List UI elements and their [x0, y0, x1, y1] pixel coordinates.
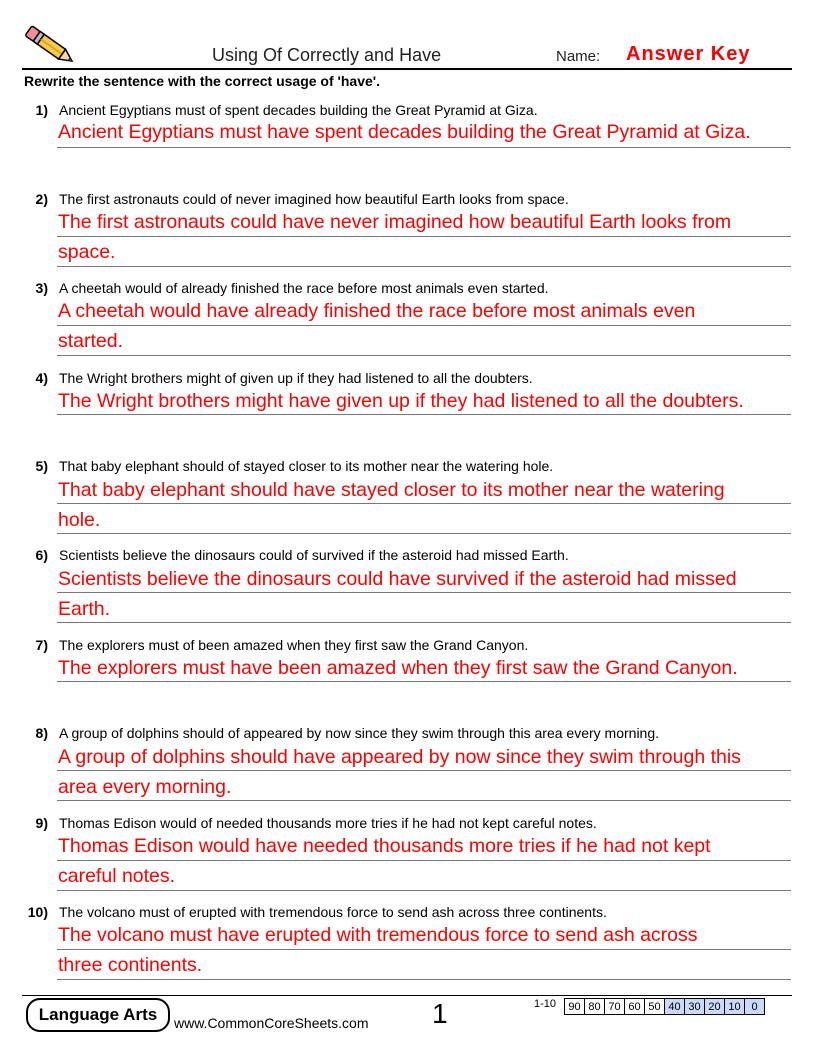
answer-line	[57, 503, 791, 504]
answer-text: The Wright brothers might have given up if they had listened to all the doubters.	[58, 390, 744, 412]
footer-divider	[22, 995, 792, 996]
answer-text: Earth.	[58, 598, 111, 620]
answer-text: three continents.	[58, 954, 203, 976]
subject-badge: Language Arts	[26, 998, 170, 1032]
score-cell: 50	[644, 999, 664, 1014]
answer-key-label: Answer Key	[626, 43, 751, 65]
question-prompt: The explorers must of been amazed when they first saw the Grand Canyon.	[59, 637, 529, 653]
answer-line	[57, 979, 791, 980]
answer-line	[57, 592, 791, 593]
score-cell: 0	[744, 999, 764, 1014]
answer-line	[57, 681, 791, 682]
question-prompt: That baby elephant should of stayed closer to its mother near the watering hole.	[59, 458, 554, 474]
name-label: Name:	[556, 48, 601, 65]
answer-text: A cheetah would have already finished the race before most animals even	[58, 300, 696, 322]
score-cell: 60	[624, 999, 644, 1014]
score-range-label: 1-10	[534, 998, 557, 1010]
answer-line	[57, 622, 791, 623]
question-prompt: The volcano must of erupted with tremendous force to send ash across three continents.	[59, 904, 607, 920]
answer-text: careful notes.	[58, 865, 176, 887]
question-number: 2)	[35, 191, 48, 207]
answer-line	[57, 800, 791, 801]
answer-line	[57, 414, 791, 415]
website-url: www.CommonCoreSheets.com	[174, 1015, 369, 1031]
answer-line	[57, 533, 791, 534]
question-prompt: The first astronauts could of never imagined how beautiful Earth looks from space.	[59, 191, 569, 207]
score-cell: 40	[664, 999, 684, 1014]
answer-text: area every morning.	[58, 776, 232, 798]
answer-text: The explorers must have been amazed when they first saw the Grand Canyon.	[58, 657, 738, 679]
answer-line	[57, 949, 791, 950]
answer-line	[57, 236, 791, 237]
answer-line	[57, 770, 791, 771]
answer-text: Scientists believe the dinosaurs could have survived if the asteroid had missed	[58, 568, 737, 590]
question-number: 7)	[35, 637, 48, 653]
answer-line	[57, 147, 791, 148]
answer-text: A group of dolphins should have appeared by now since they swim through this	[58, 746, 741, 768]
score-cell: 90	[568, 1000, 581, 1013]
answer-line	[57, 325, 791, 326]
question-prompt: A group of dolphins should of appeared by now since they swim through this area every morning.	[59, 725, 660, 741]
question-prompt: Thomas Edison would of needed thousands more tries if he had not kept careful notes.	[59, 815, 597, 831]
score-cell: 20	[704, 999, 724, 1014]
answer-text: started.	[58, 330, 124, 352]
question-prompt: Scientists believe the dinosaurs could of survived if the asteroid had missed Earth.	[59, 547, 569, 563]
question-number: 1)	[35, 102, 48, 118]
question-prompt: The Wright brothers might of given up if they had listened to all the doubters.	[59, 370, 533, 386]
question-number: 6)	[35, 547, 48, 563]
answer-text: Thomas Edison would have needed thousands more tries if he had not kept	[58, 835, 711, 857]
page-number: 1	[432, 998, 448, 1029]
question-number: 8)	[35, 725, 48, 741]
question-number: 4)	[35, 370, 48, 386]
answer-text: That baby elephant should have stayed closer to its mother near the watering	[58, 479, 725, 501]
answer-line	[57, 266, 791, 267]
score-table	[564, 998, 765, 1015]
answer-line	[57, 890, 791, 891]
answer-text: The first astronauts could have never imagined how beautiful Earth looks from	[58, 211, 732, 233]
question-number: 9)	[35, 815, 48, 831]
answer-line	[57, 860, 791, 861]
score-cell: 30	[684, 999, 704, 1014]
worksheet-title: Using Of Correctly and Have	[212, 45, 442, 65]
answer-line	[57, 355, 791, 356]
header-divider	[22, 68, 792, 70]
question-number: 3)	[35, 280, 48, 296]
question-number: 10)	[27, 904, 48, 920]
question-number: 5)	[35, 458, 48, 474]
answer-text: hole.	[58, 509, 101, 531]
question-prompt: A cheetah would of already finished the race before most animals even started.	[59, 280, 549, 296]
score-cell: 70	[604, 999, 624, 1014]
answer-text: space.	[58, 241, 116, 263]
question-prompt: Ancient Egyptians must of spent decades building the Great Pyramid at Giza.	[59, 102, 538, 118]
score-cell: 80	[584, 999, 604, 1014]
pencil-icon	[18, 22, 80, 68]
score-cell: 10	[724, 999, 744, 1014]
answer-text: Ancient Egyptians must have spent decades building the Great Pyramid at Giza.	[58, 121, 751, 143]
instructions: Rewrite the sentence with the correct usage of 'have'.	[24, 73, 380, 89]
answer-text: The volcano must have erupted with tremendous force to send ash across	[58, 924, 698, 946]
